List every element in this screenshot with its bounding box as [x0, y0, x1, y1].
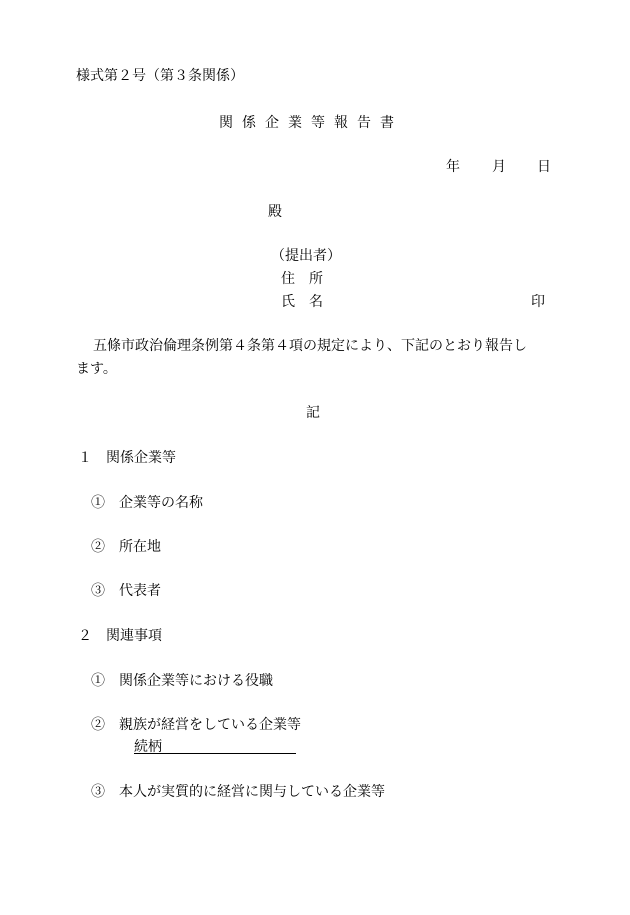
section-1-label: １ 関係企業等 — [78, 450, 176, 466]
addressee-honorific: 殿 — [268, 204, 282, 220]
relationship-label: 続柄 — [134, 739, 162, 755]
section-2-item-3: ③ 本人が実質的に経営に関与している企業等 — [91, 784, 385, 800]
relationship-underline — [134, 753, 296, 754]
name-label: 氏 名 — [281, 294, 323, 310]
date-month: 月 — [492, 159, 506, 175]
section-1-item-2: ② 所在地 — [91, 539, 161, 555]
section-1-item-1: ① 企業等の名称 — [91, 495, 203, 511]
section-2-item-1: ① 関係企業等における役職 — [91, 673, 273, 689]
date-year: 年 — [446, 159, 460, 175]
section-2-item-2: ② 親族が経営をしている企業等 — [91, 717, 301, 733]
submitter-heading: （提出者） — [271, 248, 341, 264]
seal-mark: 印 — [531, 294, 545, 310]
section-1-item-3: ③ 代表者 — [91, 583, 161, 599]
body-line-1: 五條市政治倫理条例第４条第４項の規定により、下記のとおり報告し — [93, 338, 527, 354]
form-number: 様式第２号（第３条関係） — [76, 68, 244, 84]
date-day: 日 — [537, 159, 551, 175]
ki-heading: 記 — [306, 405, 320, 421]
document-title: 関係企業等報告書 — [219, 115, 403, 131]
body-line-2: ます。 — [76, 361, 117, 377]
section-2-label: ２ 関連事項 — [78, 628, 162, 644]
address-label: 住 所 — [281, 271, 323, 287]
